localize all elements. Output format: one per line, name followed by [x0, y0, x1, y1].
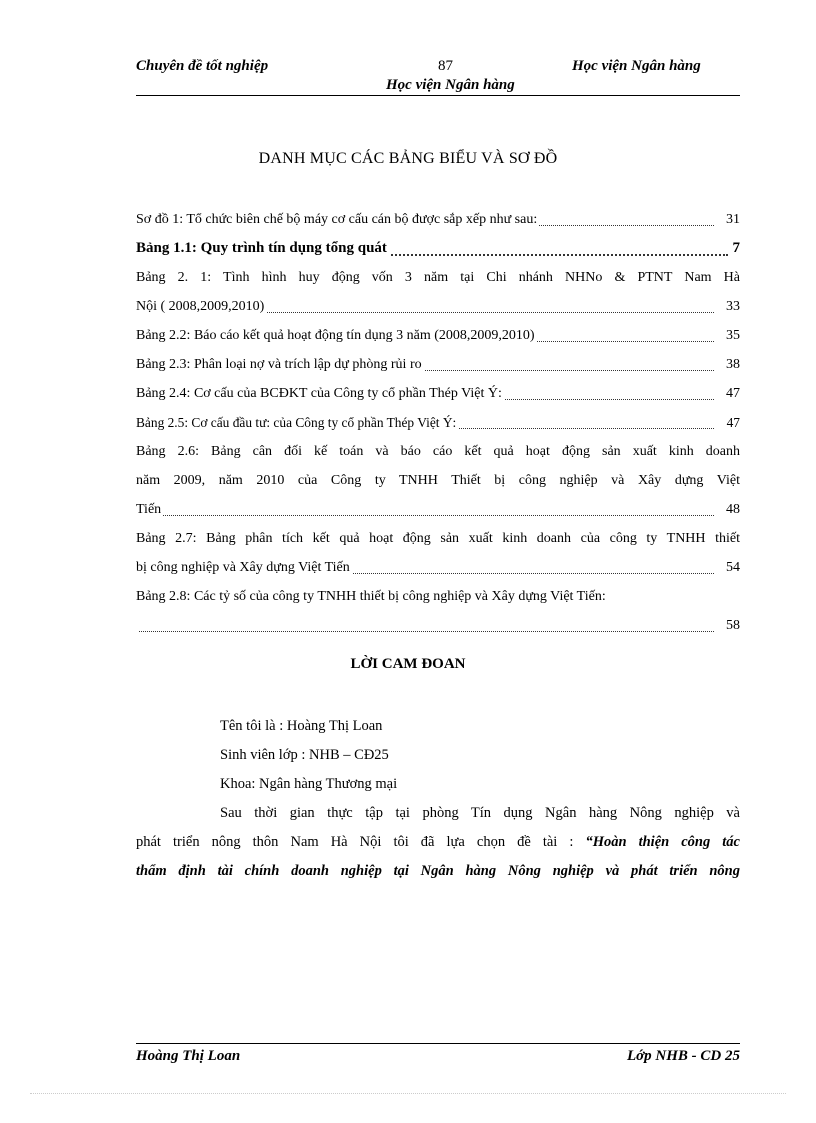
page-bottom-border: [30, 1093, 786, 1094]
toc-page-number: 48: [722, 495, 740, 524]
toc-entry[interactable]: Bảng 2.2: Báo cáo kết quả hoạt động tín dụng 3 năm (2008,2009,2010) 35: [136, 321, 740, 350]
commitment-title: LỜI CAM ĐOAN: [350, 656, 466, 672]
toc-page-number: 7: [729, 234, 741, 263]
leader-dots: [136, 515, 714, 516]
footer-divider: [136, 1043, 740, 1044]
footer-class: Lớp NHB - CD 25: [626, 1048, 740, 1064]
header-left-title: Chuyên đề tốt nghiệp: [136, 58, 269, 74]
toc-entry[interactable]: Bảng 2.5: Cơ cấu đầu tư: của Công ty cổ phần Thép Việt Ý: 47: [136, 408, 740, 437]
toc-entry[interactable]: [136, 611, 740, 640]
toc-entry[interactable]: bị công nghiệp và Xây dựng Việt Tiến 54: [136, 553, 740, 582]
commitment-body: [136, 712, 740, 886]
header-page-number: 87: [438, 58, 453, 74]
toc-entry[interactable]: Nội ( 2008,2009,2010) 33: [136, 292, 740, 321]
footer-author: Hoàng Thị Loan: [136, 1048, 241, 1064]
toc-entry-line[interactable]: Bảng 2.6: Bảng cân đối kế toán và báo cáo kết quả hoạt động sản xuất kinh doanh: [136, 437, 740, 466]
toc-entry-line[interactable]: Bảng 2.8: Các tỷ số của công ty TNHH thiết bị công nghiệp và Xây dựng Việt Tiến:: [136, 589, 606, 604]
header-subtitle: Học viện Ngân hàng: [386, 77, 515, 93]
toc-entry[interactable]: Bảng 2.3: Phân loại nợ và trích lập dự phòng rủi ro 38: [136, 350, 740, 379]
toc-page-number: 38: [722, 350, 740, 379]
toc-entry[interactable]: Sơ đồ 1: Tổ chức biên chế bộ máy cơ cấu cán bộ được sắp xếp như sau: 31: [136, 205, 740, 234]
toc-entry[interactable]: Bảng 1.1: Quy trình tín dụng tổng quát 7: [136, 234, 740, 263]
toc-title: DANH MỤC CÁC BẢNG BIỂU VÀ SƠ ĐỒ: [258, 150, 558, 167]
toc-entry-line[interactable]: năm 2009, năm 2010 của Công ty TNHH Thiết bị công nghiệp và Xây dựng Việt: [136, 466, 740, 495]
toc-entry-line[interactable]: Bảng 2. 1: Tình hình huy động vốn 3 năm tại Chi nhánh NHNo & PTNT Nam Hà: [136, 263, 740, 292]
paragraph-line: phát triển nông thôn Nam Hà Nội tôi đã lựa chọn đề tài : “Hoàn thiện công tác: [136, 834, 740, 850]
toc-list: [136, 205, 740, 640]
toc-page-number: 35: [722, 321, 740, 350]
name-line: Tên tôi là : Hoàng Thị Loan: [220, 718, 383, 734]
toc-entry[interactable]: Tiến 48: [136, 495, 740, 524]
class-line: Sinh viên lớp : NHB – CĐ25: [220, 747, 389, 763]
header-divider: [136, 95, 740, 96]
paragraph-line: Sau thời gian thực tập tại phòng Tín dụng Ngân hàng Nông nghiệp và: [220, 805, 740, 821]
paragraph-line: thẩm định tài chính doanh nghiệp tại Ngân hàng Nông nghiệp và phát triển nông: [136, 863, 740, 879]
toc-page-number: 47: [722, 379, 740, 408]
header-right-title: Học viện Ngân hàng: [572, 58, 701, 74]
toc-page-number: 33: [722, 292, 740, 321]
toc-entry[interactable]: Bảng 2.4: Cơ cấu của BCĐKT của Công ty cổ phần Thép Việt Ý: 47: [136, 379, 740, 408]
toc-page-number: 31: [722, 205, 740, 234]
toc-page-number: 47: [723, 408, 740, 437]
page-header: [136, 58, 740, 98]
faculty-line: Khoa: Ngân hàng Thương mại: [220, 776, 398, 792]
toc-page-number: 58: [722, 611, 740, 640]
toc-page-number: 54: [722, 553, 740, 582]
toc-entry-line[interactable]: Bảng 2.7: Bảng phân tích kết quả hoạt động sản xuất kinh doanh của công ty TNHH thiết: [136, 524, 740, 553]
leader-dots: [136, 631, 714, 632]
